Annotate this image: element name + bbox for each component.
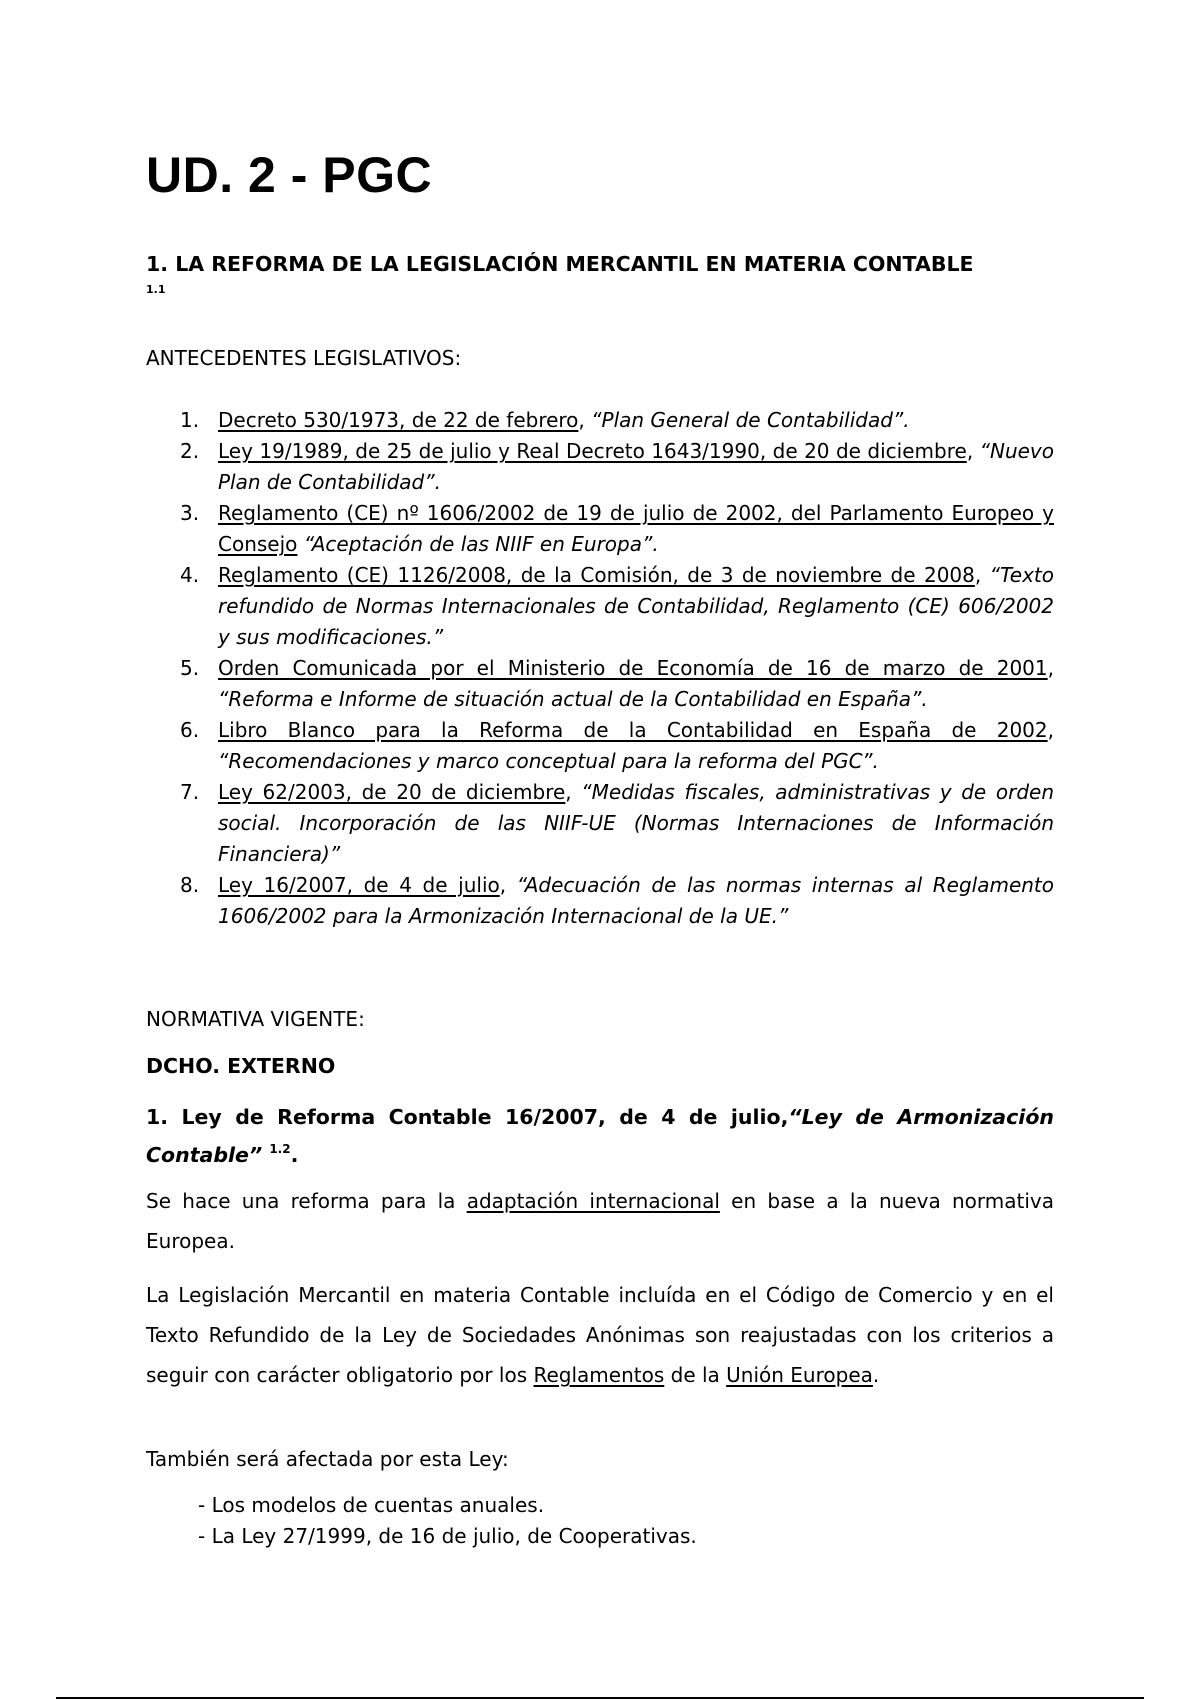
- legal-reference: Ley 19/1989, de 25 de julio y Real Decreto 1643/1990, de 20 de diciembre: [218, 439, 967, 463]
- document-title: UD. 2 - PGC: [146, 147, 433, 203]
- legal-reference: Orden Comunicada por el Ministerio de Economía de 16 de marzo de 2001: [218, 656, 1048, 680]
- paragraph-text: en base a la nueva normativa Europea.: [146, 1189, 1055, 1253]
- item-number: 4.: [180, 563, 200, 587]
- underlined-term: Reglamentos: [533, 1363, 665, 1387]
- list-item: [146, 715, 1054, 777]
- paragraph: También será afectada por esta Ley:: [146, 1447, 509, 1471]
- list-item: [146, 436, 1054, 498]
- item-separator: ,: [1047, 656, 1054, 680]
- item-description: “Nuevo Plan de Contabilidad”.: [218, 439, 1054, 494]
- law-heading-title: “Ley de Armonización Contable”: [146, 1105, 1054, 1167]
- item-description: “Texto refundido de Normas Internacionales de Contabilidad, Reglamento (CE) 606/2002 y sus modificaciones.”: [218, 563, 1054, 649]
- item-separator: ,: [578, 408, 592, 432]
- legal-reference: Ley 16/2007, de 4 de julio: [218, 873, 500, 897]
- item-number: 5.: [180, 656, 200, 680]
- paragraph: [146, 1181, 1054, 1261]
- antecedentes-label: ANTECEDENTES LEGISLATIVOS:: [146, 346, 462, 370]
- subsection-heading: DCHO. EXTERNO: [146, 1054, 336, 1078]
- legal-reference: Reglamento (CE) 1126/2008, de la Comisión, de 3 de noviembre de 2008: [218, 563, 975, 587]
- item-number: 3.: [180, 501, 200, 525]
- antecedentes-list: [146, 405, 1054, 932]
- legal-reference: Reglamento (CE) nº 1606/2002 de 19 de julio de 2002, del Parlamento Europeo y Consejo: [218, 501, 1054, 556]
- bullet-list: [198, 1490, 697, 1552]
- item-description: “Aceptación de las NIIF en Europa”.: [303, 532, 659, 556]
- item-description: “Recomendaciones y marco conceptual para la reforma del PGC”.: [218, 749, 879, 773]
- paragraph: [146, 1275, 1054, 1395]
- legal-reference: Ley 62/2003, de 20 de diciembre: [218, 780, 566, 804]
- item-description: “Medidas fiscales, administrativas y de orden social. Incorporación de las NIIF-UE (Normas Internaciones de Información Financiera)”: [218, 780, 1054, 866]
- item-number: 1.: [180, 408, 200, 432]
- section-note: 1.1: [146, 283, 166, 296]
- item-number: 6.: [180, 718, 200, 742]
- list-item: [146, 560, 1054, 653]
- item-description: “Plan General de Contabilidad”.: [591, 408, 910, 432]
- law-heading-end: .: [290, 1143, 299, 1167]
- item-separator: ,: [974, 563, 990, 587]
- legal-reference: Decreto 530/1973, de 22 de febrero: [218, 408, 579, 432]
- item-number: 7.: [180, 780, 200, 804]
- item-separator: ,: [1047, 718, 1054, 742]
- item-separator: ,: [565, 780, 582, 804]
- underlined-term: adaptación internacional: [466, 1189, 720, 1213]
- list-item: - La Ley 27/1999, de 16 de julio, de Cooperativas.: [198, 1524, 697, 1548]
- item-number: 8.: [180, 873, 200, 897]
- normativa-label: NORMATIVA VIGENTE:: [146, 1007, 365, 1031]
- paragraph-text: de la: [664, 1363, 727, 1387]
- list-item: [146, 777, 1054, 870]
- footer-divider: [56, 1697, 1144, 1699]
- paragraph-text: .: [872, 1363, 880, 1387]
- legal-reference: Libro Blanco para la Reforma de la Contabilidad en España de 2002: [218, 718, 1048, 742]
- section-heading: 1. LA REFORMA DE LA LEGISLACIÓN MERCANTIL EN MATERIA CONTABLE: [146, 252, 974, 276]
- item-description: “Reforma e Informe de situación actual de la Contabilidad en España”.: [218, 687, 928, 711]
- list-item: [146, 405, 1054, 436]
- underlined-term: Unión Europea: [726, 1363, 873, 1387]
- list-item: [146, 870, 1054, 932]
- list-item: [146, 653, 1054, 715]
- paragraph-text: Se hace una reforma para la: [146, 1189, 467, 1213]
- item-separator: ,: [966, 439, 980, 463]
- item-number: 2.: [180, 439, 200, 463]
- list-item: [146, 498, 1054, 560]
- list-item: - Los modelos de cuentas anuales.: [198, 1493, 545, 1517]
- law-heading: [146, 1098, 1054, 1174]
- law-heading-prefix: 1. Ley de Reforma Contable 16/2007, de 4 de julio,: [146, 1105, 789, 1129]
- item-description: “Adecuación de las normas internas al Reglamento 1606/2002 para la Armonización Internacional de la UE.”: [218, 873, 1055, 928]
- paragraph-text: La Legislación Mercantil en materia Contable incluída en el Código de Comercio y en el Texto Refundido de la Ley de Sociedades Anónimas son reajustadas con los criterios a seguir con carácter obligatorio por los: [146, 1283, 1054, 1387]
- item-separator: ,: [499, 873, 517, 897]
- footnote-ref: 1.2: [269, 1142, 291, 1156]
